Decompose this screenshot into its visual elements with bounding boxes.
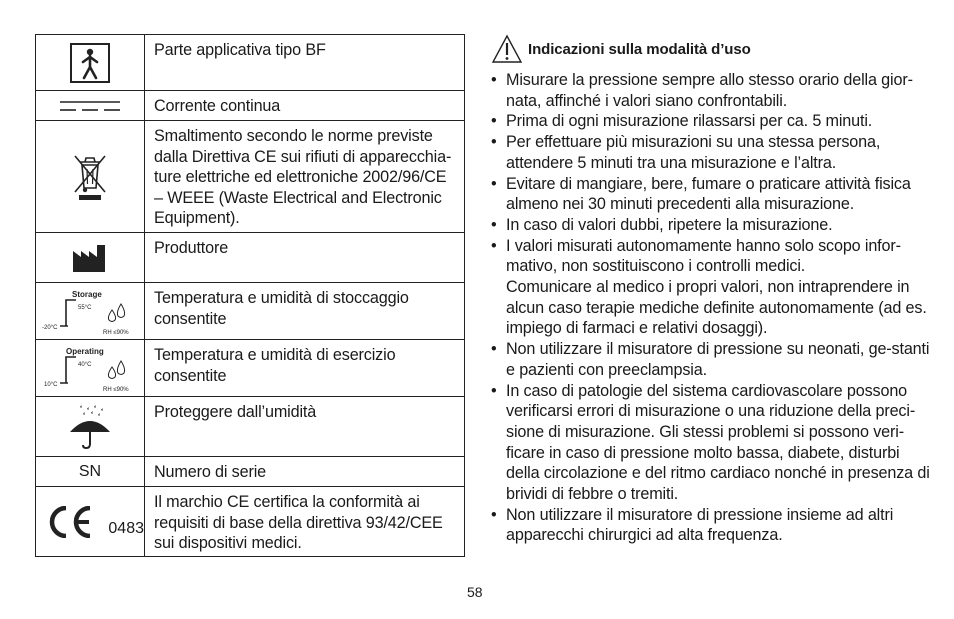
symbol-row-dc xyxy=(36,91,465,121)
symbol-description: Numero di serie xyxy=(145,457,465,487)
symbol-description: Temperatura e umidità di esercizio consentite xyxy=(145,340,465,397)
ce-mark-icon xyxy=(47,506,93,538)
list-item: • Non utilizzare il misuratore di pressione insieme ad altri apparecchi chirurgici ad alta frequenza. xyxy=(491,505,931,546)
symbol-row-keep-dry xyxy=(36,397,465,457)
storage-conditions-icon xyxy=(40,286,140,336)
symbol-cell xyxy=(36,121,145,233)
symbol-description: Produttore xyxy=(145,233,465,283)
usage-heading-row xyxy=(491,34,931,70)
list-item: • Per effettuare più misurazioni su una stessa persona, attendere 5 minuti tra una misurazione e l’altra. xyxy=(491,132,931,173)
list-item: • Non utilizzare il misuratore di pressione su neonati, ge-stanti e pazienti con preeclampsia. xyxy=(491,339,931,380)
symbol-description: Proteggere dall’umidità xyxy=(145,397,465,457)
symbol-cell xyxy=(36,340,145,397)
bf-applied-part-icon xyxy=(70,43,110,83)
ce-mark xyxy=(36,506,144,538)
symbol-description: Il marchio CE certifica la conformità ai requisiti di base della direttiva 93/42/CEE sui dispositivi medici. xyxy=(145,487,465,557)
page-number: 58 xyxy=(467,584,483,600)
symbol-description: Corrente continua xyxy=(145,91,465,121)
symbol-cell xyxy=(36,91,145,121)
umbrella-rain-icon xyxy=(68,404,112,450)
list-item: • Evitare di mangiare, bere, fumare o praticare attività fisica almeno nei 30 minuti precedenti alla misurazione. xyxy=(491,174,931,215)
direct-current-icon xyxy=(59,100,121,112)
symbol-description: Smaltimento secondo le norme previste dalla Direttiva CE sui rifiuti di apparecchia-ture elettriche ed elettroniche 2002/96/CE – WEEE (Waste Electrical and Electronic Equipment). xyxy=(145,121,465,233)
manufacturer-icon xyxy=(72,243,108,273)
list-item: • Misurare la pressione sempre allo stesso orario della gior-nata, affinché i valori siano confrontabili. xyxy=(491,70,931,111)
symbols-table xyxy=(35,34,465,557)
list-item: • In caso di valori dubbi, ripetere la misurazione. xyxy=(491,215,931,236)
usage-guidelines-section xyxy=(491,34,931,546)
operating-title: Operating xyxy=(66,347,104,356)
symbol-row-serial xyxy=(36,457,465,487)
notified-body-number: 0483 xyxy=(108,519,144,537)
storage-min-temp: -20°C xyxy=(42,325,58,331)
list-item: • I valori misurati autonomamente hanno solo scopo infor-mativo, non sostituiscono i controlli medici. xyxy=(491,236,931,277)
symbol-cell xyxy=(36,283,145,340)
symbol-cell xyxy=(36,233,145,283)
symbol-description: Parte applicativa tipo BF xyxy=(145,35,465,91)
symbol-row-weee xyxy=(36,121,465,233)
usage-guideline-list xyxy=(491,70,931,546)
symbol-row-operating xyxy=(36,340,465,397)
list-item: • Prima di ogni misurazione rilassarsi per ca. 5 minuti. xyxy=(491,111,931,132)
storage-title: Storage xyxy=(72,290,102,299)
symbol-cell xyxy=(36,35,145,91)
symbol-description: Temperatura e umidità di stoccaggio consentite xyxy=(145,283,465,340)
operating-max-temp: 40°C xyxy=(78,362,92,368)
operating-min-temp: 10°C xyxy=(44,382,58,388)
list-item: • In caso di patologie del sistema cardiovascolare possono verificarsi errori di misurazione o una riduzione della preci-sione di misurazione. Gli stessi problemi si possono veri-ficare in caso di pressione molto bassa, diabete, disturbi della circolazione e del ritmo cardiaco nonché in presenza di brividi di febbre o tremiti. xyxy=(491,381,931,505)
symbol-row-ce xyxy=(36,487,465,557)
symbol-row-storage xyxy=(36,283,465,340)
storage-humidity: RH ≤90% xyxy=(103,330,129,336)
crossed-out-bin-icon xyxy=(73,152,107,202)
symbol-row-bf xyxy=(36,35,465,91)
symbol-cell xyxy=(36,457,145,487)
symbol-cell xyxy=(36,397,145,457)
warning-triangle-icon xyxy=(491,34,523,64)
operating-humidity: RH ≤90% xyxy=(103,387,129,393)
operating-conditions-icon xyxy=(40,343,140,393)
list-item-continuation: Comunicare al medico i propri valori, non intraprendere in alcun caso terapie mediche definite autonomamente (ad es. impiego di farmaci e relativi dosaggi). xyxy=(506,278,927,338)
symbol-row-manufacturer xyxy=(36,233,465,283)
serial-number-symbol: SN xyxy=(78,462,102,480)
symbol-cell xyxy=(36,487,145,557)
usage-heading: Indicazioni sulla modalità d’uso xyxy=(528,41,751,58)
storage-max-temp: 55°C xyxy=(78,305,92,311)
